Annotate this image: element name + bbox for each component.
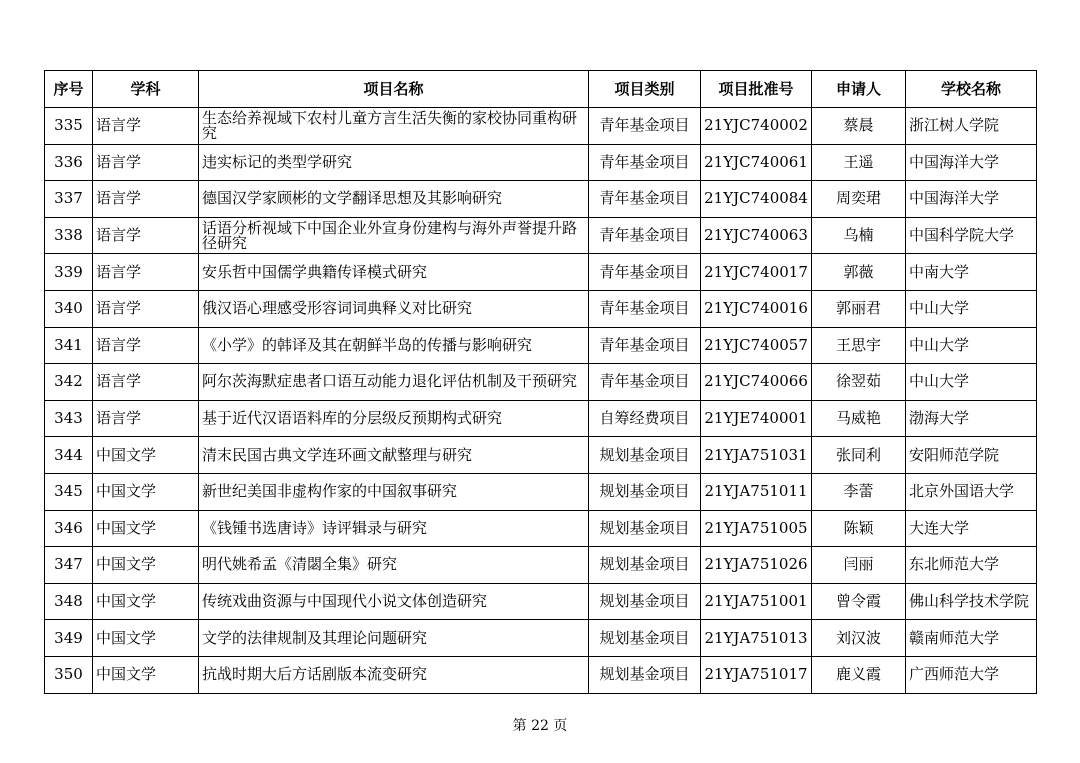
cell-project-type: 青年基金项目: [589, 144, 701, 181]
cell-discipline: 语言学: [93, 400, 199, 437]
cell-project-type: 规划基金项目: [589, 437, 701, 474]
cell-discipline: 中国文学: [93, 656, 199, 693]
cell-approval-number: 21YJE740001: [701, 400, 812, 437]
cell-discipline: 中国文学: [93, 620, 199, 657]
cell-index: 349: [45, 620, 93, 657]
cell-applicant: 马威艳: [812, 400, 906, 437]
cell-applicant: 徐翌茹: [812, 364, 906, 401]
cell-discipline: 语言学: [93, 327, 199, 364]
cell-applicant: 张同利: [812, 437, 906, 474]
cell-approval-number: 21YJA751005: [701, 510, 812, 547]
table-row: [45, 656, 1037, 693]
table-row: [45, 510, 1037, 547]
cell-discipline: 中国文学: [93, 583, 199, 620]
cell-approval-number: 21YJC740002: [701, 108, 812, 145]
cell-approval-number: 21YJC740061: [701, 144, 812, 181]
cell-approval-number: 21YJA751001: [701, 583, 812, 620]
header-school: 学校名称: [906, 71, 1037, 108]
cell-index: 341: [45, 327, 93, 364]
cell-project-type: 规划基金项目: [589, 583, 701, 620]
cell-index: 345: [45, 473, 93, 510]
cell-index: 335: [45, 108, 93, 145]
cell-applicant: 郭丽君: [812, 290, 906, 327]
cell-project-type: 青年基金项目: [589, 217, 701, 254]
cell-applicant: 曾令霞: [812, 583, 906, 620]
cell-project-name: 文学的法律规制及其理论问题研究: [199, 620, 589, 657]
cell-index: 337: [45, 181, 93, 218]
cell-discipline: 语言学: [93, 254, 199, 291]
cell-project-name: 阿尔茨海默症患者口语互动能力退化评估机制及干预研究: [199, 364, 589, 401]
cell-index: 336: [45, 144, 93, 181]
table-row: [45, 620, 1037, 657]
table-row: [45, 181, 1037, 218]
cell-applicant: 王思宇: [812, 327, 906, 364]
cell-discipline: 中国文学: [93, 547, 199, 584]
header-project-type: 项目类别: [589, 71, 701, 108]
cell-index: 346: [45, 510, 93, 547]
cell-approval-number: 21YJC740016: [701, 290, 812, 327]
table-header-row: [45, 71, 1037, 108]
cell-approval-number: 21YJA751031: [701, 437, 812, 474]
cell-approval-number: 21YJA751017: [701, 656, 812, 693]
cell-school: 大连大学: [906, 510, 1037, 547]
cell-project-type: 青年基金项目: [589, 254, 701, 291]
cell-index: 350: [45, 656, 93, 693]
table-row: [45, 400, 1037, 437]
cell-index: 338: [45, 217, 93, 254]
cell-school: 中山大学: [906, 290, 1037, 327]
cell-school: 中山大学: [906, 364, 1037, 401]
cell-project-type: 青年基金项目: [589, 327, 701, 364]
cell-index: 339: [45, 254, 93, 291]
cell-applicant: 陈颖: [812, 510, 906, 547]
cell-discipline: 语言学: [93, 217, 199, 254]
cell-school: 北京外国语大学: [906, 473, 1037, 510]
cell-approval-number: 21YJC740066: [701, 364, 812, 401]
cell-school: 渤海大学: [906, 400, 1037, 437]
cell-discipline: 语言学: [93, 181, 199, 218]
cell-project-name: 清末民国古典文学连环画文献整理与研究: [199, 437, 589, 474]
cell-school: 中国海洋大学: [906, 181, 1037, 218]
cell-approval-number: 21YJA751026: [701, 547, 812, 584]
table-row: [45, 290, 1037, 327]
cell-project-name: 《钱锺书选唐诗》诗评辑录与研究: [199, 510, 589, 547]
cell-project-name: 安乐哲中国儒学典籍传译模式研究: [199, 254, 589, 291]
cell-project-name: 新世纪美国非虚构作家的中国叙事研究: [199, 473, 589, 510]
cell-discipline: 中国文学: [93, 473, 199, 510]
project-table: [44, 70, 1037, 694]
cell-project-type: 青年基金项目: [589, 181, 701, 218]
cell-project-name: 违实标记的类型学研究: [199, 144, 589, 181]
table-row: [45, 144, 1037, 181]
table-row: [45, 254, 1037, 291]
cell-project-name: 明代姚希孟《清閟全集》研究: [199, 547, 589, 584]
cell-applicant: 闫丽: [812, 547, 906, 584]
cell-discipline: 语言学: [93, 144, 199, 181]
cell-approval-number: 21YJC740057: [701, 327, 812, 364]
table-row: [45, 473, 1037, 510]
cell-project-name: 传统戏曲资源与中国现代小说文体创造研究: [199, 583, 589, 620]
cell-school: 东北师范大学: [906, 547, 1037, 584]
cell-index: 344: [45, 437, 93, 474]
cell-discipline: 语言学: [93, 290, 199, 327]
cell-approval-number: 21YJA751013: [701, 620, 812, 657]
cell-school: 中国科学院大学: [906, 217, 1037, 254]
cell-applicant: 刘汉波: [812, 620, 906, 657]
header-index: 序号: [45, 71, 93, 108]
cell-project-name: 德国汉学家顾彬的文学翻译思想及其影响研究: [199, 181, 589, 218]
cell-school: 中山大学: [906, 327, 1037, 364]
cell-project-type: 青年基金项目: [589, 108, 701, 145]
cell-applicant: 李蕾: [812, 473, 906, 510]
table-row: [45, 547, 1037, 584]
cell-applicant: 鹿义霞: [812, 656, 906, 693]
cell-project-type: 规划基金项目: [589, 547, 701, 584]
cell-applicant: 蔡晨: [812, 108, 906, 145]
cell-index: 348: [45, 583, 93, 620]
cell-discipline: 语言学: [93, 364, 199, 401]
cell-school: 广西师范大学: [906, 656, 1037, 693]
cell-applicant: 王遥: [812, 144, 906, 181]
cell-school: 赣南师范大学: [906, 620, 1037, 657]
cell-project-type: 规划基金项目: [589, 473, 701, 510]
cell-project-type: 自筹经费项目: [589, 400, 701, 437]
cell-project-name: 话语分析视域下中国企业外宣身份建构与海外声誉提升路径研究: [199, 217, 589, 254]
cell-project-name: 生态给养视域下农村儿童方言生活失衡的家校协同重构研究: [199, 108, 589, 145]
cell-approval-number: 21YJC740063: [701, 217, 812, 254]
cell-project-type: 青年基金项目: [589, 290, 701, 327]
table-row: [45, 327, 1037, 364]
cell-school: 中南大学: [906, 254, 1037, 291]
table-row: [45, 437, 1037, 474]
cell-applicant: 乌楠: [812, 217, 906, 254]
cell-index: 347: [45, 547, 93, 584]
cell-discipline: 语言学: [93, 108, 199, 145]
cell-school: 安阳师范学院: [906, 437, 1037, 474]
cell-applicant: 周奕珺: [812, 181, 906, 218]
cell-index: 340: [45, 290, 93, 327]
table-body: [45, 108, 1037, 694]
cell-project-type: 规划基金项目: [589, 510, 701, 547]
cell-approval-number: 21YJC740084: [701, 181, 812, 218]
cell-project-name: 《小学》的韩译及其在朝鲜半岛的传播与影响研究: [199, 327, 589, 364]
page-number: 第 22 页: [512, 718, 568, 734]
header-applicant: 申请人: [812, 71, 906, 108]
cell-approval-number: 21YJA751011: [701, 473, 812, 510]
cell-project-type: 青年基金项目: [589, 364, 701, 401]
cell-discipline: 中国文学: [93, 510, 199, 547]
header-approval-number: 项目批准号: [701, 71, 812, 108]
cell-school: 佛山科学技术学院: [906, 583, 1037, 620]
cell-school: 中国海洋大学: [906, 144, 1037, 181]
cell-project-name: 基于近代汉语语料库的分层级反预期构式研究: [199, 400, 589, 437]
cell-project-name: 抗战时期大后方话剧版本流变研究: [199, 656, 589, 693]
cell-project-type: 规划基金项目: [589, 620, 701, 657]
cell-index: 342: [45, 364, 93, 401]
table-row: [45, 364, 1037, 401]
header-project-name: 项目名称: [199, 71, 589, 108]
cell-project-name: 俄汉语心理感受形容词词典释义对比研究: [199, 290, 589, 327]
table-row: [45, 217, 1037, 254]
table-row: [45, 583, 1037, 620]
table-row: [45, 108, 1037, 145]
cell-index: 343: [45, 400, 93, 437]
cell-project-type: 规划基金项目: [589, 656, 701, 693]
header-discipline: 学科: [93, 71, 199, 108]
cell-school: 浙江树人学院: [906, 108, 1037, 145]
cell-discipline: 中国文学: [93, 437, 199, 474]
cell-approval-number: 21YJC740017: [701, 254, 812, 291]
cell-applicant: 郭薇: [812, 254, 906, 291]
